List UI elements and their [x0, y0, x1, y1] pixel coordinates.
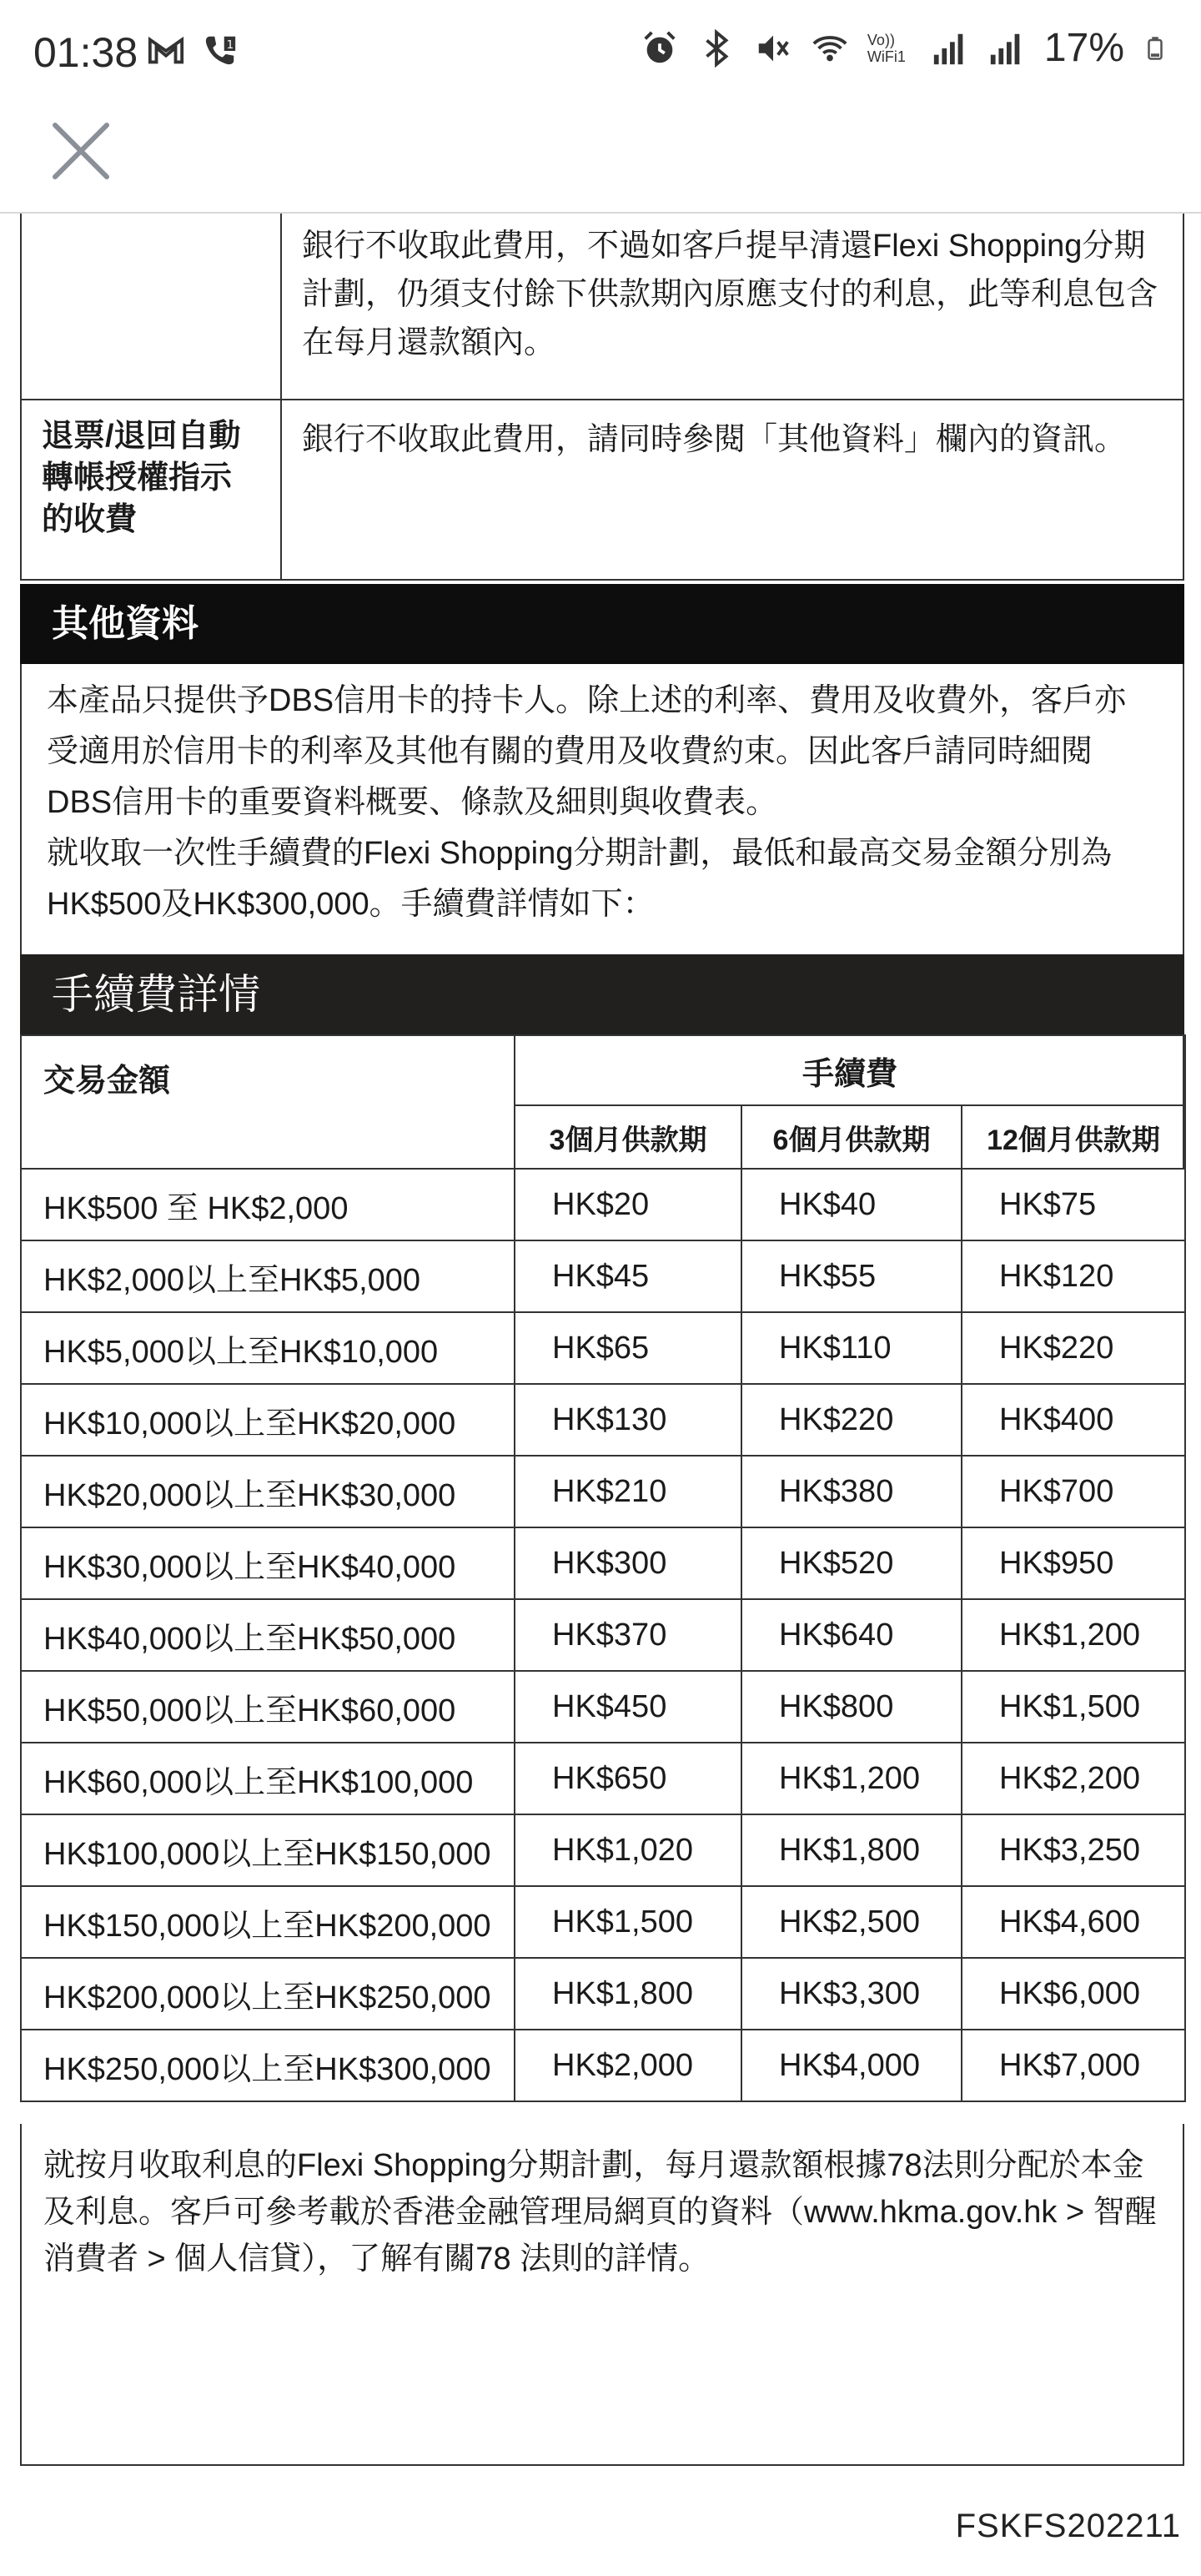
handling-fee-table [20, 1034, 1186, 2102]
fee-cell-12: HK$400 [962, 1384, 1185, 1456]
handling-fee-rows [21, 1169, 1185, 2101]
signal-icon [987, 29, 1026, 68]
table-row [21, 1958, 1185, 2030]
fee-row [20, 400, 1184, 581]
fee-cell-12: HK$700 [962, 1456, 1185, 1527]
mute-icon [754, 29, 792, 68]
fee-cell-3: HK$20 [515, 1169, 741, 1240]
fee-cell-6: HK$520 [741, 1527, 962, 1599]
period-3-header: 3個月供款期 [515, 1105, 741, 1169]
amount-cell: HK$250,000以上至HK$300,000 [21, 2030, 515, 2101]
fee-cell-6: HK$2,500 [741, 1886, 962, 1958]
table-row [21, 1384, 1185, 1456]
fee-cell-3: HK$45 [515, 1240, 741, 1312]
period-12-header: 12個月供款期 [962, 1105, 1185, 1169]
fee-cell-12: HK$6,000 [962, 1958, 1185, 2030]
fee-cell-12: HK$950 [962, 1527, 1185, 1599]
amount-cell: HK$20,000以上至HK$30,000 [21, 1456, 515, 1527]
fee-cell-3: HK$65 [515, 1312, 741, 1384]
fee-cell-3: HK$650 [515, 1743, 741, 1814]
fee-cell-6: HK$110 [741, 1312, 962, 1384]
fee-cell-3: HK$300 [515, 1527, 741, 1599]
fee-cell-6: HK$380 [741, 1456, 962, 1527]
document-code: FSKFS202211 [955, 2508, 1181, 2544]
amount-cell: HK$60,000以上至HK$100,000 [21, 1743, 515, 1814]
table-header-row [21, 1035, 1185, 1105]
table-row [21, 1456, 1185, 1527]
amount-cell: HK$40,000以上至HK$50,000 [21, 1599, 515, 1671]
signal-icon [931, 29, 969, 68]
status-time: 01:38 [33, 29, 138, 76]
fee-table [20, 214, 1184, 581]
other-info-header [20, 584, 1184, 664]
fee-label [22, 214, 282, 399]
handling-fee-header [20, 954, 1184, 1034]
table-row [21, 1886, 1185, 1958]
fee-cell-3: HK$210 [515, 1456, 741, 1527]
status-bar [0, 0, 1201, 107]
battery-percent: 17% [1043, 26, 1124, 70]
battery-icon [1143, 29, 1168, 68]
fee-cell-6: HK$40 [741, 1169, 962, 1240]
volte-label: Vo)) WiFi1 [867, 31, 906, 65]
fee-cell-12: HK$75 [962, 1169, 1185, 1240]
fee-cell-12: HK$1,500 [962, 1671, 1185, 1743]
amount-cell: HK$150,000以上至HK$200,000 [21, 1886, 515, 1958]
call-forward-icon [200, 32, 239, 70]
table-row [21, 1814, 1185, 1886]
fee-cell-6: HK$1,800 [741, 1814, 962, 1886]
fee-cell-12: HK$2,200 [962, 1743, 1185, 1814]
handling-fee-title: 手續費詳情 [52, 971, 260, 1018]
gmail-icon [147, 32, 185, 70]
fee-label: 退票/退回自動轉帳授權指示的收費 [22, 400, 282, 579]
fee-cell-3: HK$450 [515, 1671, 741, 1743]
fee-row [20, 214, 1184, 400]
fee-cell-3: HK$1,020 [515, 1814, 741, 1886]
fee-cell-6: HK$640 [741, 1599, 962, 1671]
amount-cell: HK$2,000以上至HK$5,000 [21, 1240, 515, 1312]
amount-cell: HK$10,000以上至HK$20,000 [21, 1384, 515, 1456]
amount-cell: HK$500 至 HK$2,000 [21, 1169, 515, 1240]
col-amount-header [21, 1035, 515, 1169]
fee-cell-3: HK$1,500 [515, 1886, 741, 1958]
fee-cell-6: HK$1,200 [741, 1743, 962, 1814]
fee-value: 銀行不收取此費用，請同時參閱「其他資料」欄內的資訊。 [302, 422, 1127, 457]
status-left-icons [147, 32, 239, 70]
table-row [21, 1169, 1185, 1240]
fee-cell-3: HK$370 [515, 1599, 741, 1671]
alarm-icon [641, 29, 679, 68]
table-row [21, 1312, 1185, 1384]
amount-cell: HK$200,000以上至HK$250,000 [21, 1958, 515, 2030]
status-right-icons [641, 25, 1168, 71]
fee-cell-6: HK$55 [741, 1240, 962, 1312]
fee-cell-6: HK$3,300 [741, 1958, 962, 2030]
bluetooth-icon [697, 29, 736, 68]
fee-cell-12: HK$4,600 [962, 1886, 1185, 1958]
fee-cell-3: HK$1,800 [515, 1958, 741, 2030]
other-info-title: 其他資料 [52, 603, 198, 644]
close-icon [43, 113, 118, 189]
table-row [21, 2030, 1185, 2101]
fee-cell-12: HK$7,000 [962, 2030, 1185, 2101]
col-fee-label: 手續費 [802, 1056, 898, 1092]
table-row [21, 1240, 1185, 1312]
fee-cell-6: HK$800 [741, 1671, 962, 1743]
fee-cell-6: HK$220 [741, 1384, 962, 1456]
fee-cell-12: HK$220 [962, 1312, 1185, 1384]
document-content[interactable] [0, 214, 1201, 2576]
amount-cell: HK$5,000以上至HK$10,000 [21, 1312, 515, 1384]
fee-cell-3: HK$130 [515, 1384, 741, 1456]
col-fee-header [515, 1035, 1185, 1105]
svg-text:1: 1 [226, 39, 234, 53]
rule78-note-text: 就按月收取利息的Flexi Shopping分期計劃，每月還款額根據78法則分配於本金及利息。客戶可參考載於香港金融管理局網頁的資料（www.hkma.gov.hk > 智醒消費者 > 個人信貸），了解有關78 法則的詳情。 [43, 2148, 1157, 2277]
table-row [21, 1743, 1185, 1814]
close-button[interactable] [43, 113, 118, 189]
table-row [21, 1671, 1185, 1743]
fee-cell-12: HK$3,250 [962, 1814, 1185, 1886]
other-info-paragraph: 就收取一次性手續費的Flexi Shopping分期計劃，最低和最高交易金額分別為HK$500及HK$300,000。手續費詳情如下： [47, 836, 1113, 922]
col-amount-label: 交易金額 [43, 1064, 171, 1099]
fee-cell-3: HK$2,000 [515, 2030, 741, 2101]
amount-cell: HK$50,000以上至HK$60,000 [21, 1671, 515, 1743]
wifi-calling-icon [811, 29, 849, 68]
period-6-header: 6個月供款期 [741, 1105, 962, 1169]
other-info-paragraph: 本產品只提供予DBS信用卡的持卡人。除上述的利率、費用及收費外，客戶亦受適用於信用卡的利率及其他有關的費用及收費約束。因此客戶請同時細閱DBS信用卡的重要資料概要、條款及細則與收費表。 [47, 683, 1127, 820]
table-row [21, 1527, 1185, 1599]
amount-cell: HK$100,000以上至HK$150,000 [21, 1814, 515, 1886]
fee-cell-12: HK$120 [962, 1240, 1185, 1312]
fee-cell-12: HK$1,200 [962, 1599, 1185, 1671]
table-row [21, 1599, 1185, 1671]
amount-cell: HK$30,000以上至HK$40,000 [21, 1527, 515, 1599]
fee-value-text: 銀行不收取此費用，不過如客戶提早清還Flexi Shopping分期計劃，仍須支付餘下供款期內原應支付的利息，此等利息包含在每月還款額內。 [302, 229, 1158, 360]
rule78-note [20, 2124, 1184, 2466]
fee-value [282, 214, 1183, 399]
fee-cell-6: HK$4,000 [741, 2030, 962, 2101]
